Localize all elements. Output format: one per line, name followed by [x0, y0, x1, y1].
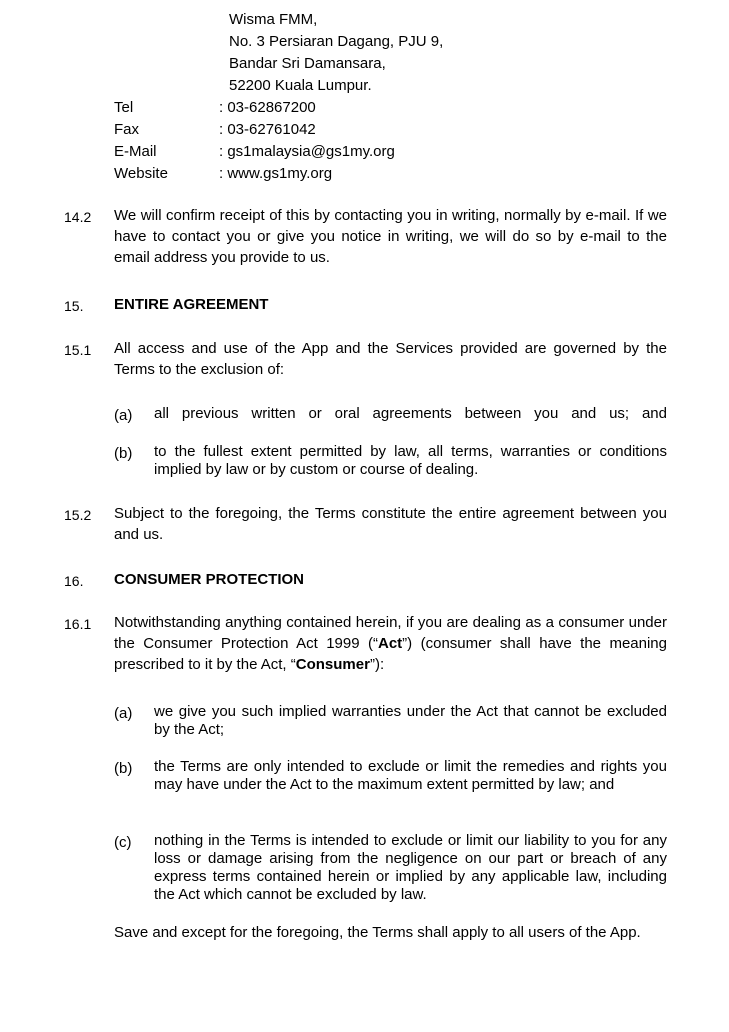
- clause-text-part: ”):: [369, 656, 385, 673]
- address-line: Wisma FMM,: [229, 11, 318, 28]
- clause-15-1-text: All access and use of the App and the Services provided are governed by the Terms to the exclusion of:: [114, 340, 667, 378]
- section-number: 15.: [64, 298, 84, 314]
- clause-number: 15.2: [64, 507, 92, 523]
- item-label: (b): [114, 760, 133, 777]
- closing-paragraph: Save and except for the foregoing, the Terms shall apply to all users of the App.: [114, 924, 641, 941]
- clause-15-2-text: Subject to the foregoing, the Terms constitute the entire agreement between you and us.: [114, 505, 667, 543]
- item-label: (c): [114, 834, 132, 851]
- section-heading: ENTIRE AGREEMENT: [114, 296, 269, 313]
- item-text: the Terms are only intended to exclude or limit the remedies and rights you may have under the Act to the maximum extent permitted by law; and: [154, 758, 667, 793]
- contact-value-website[interactable]: : www.gs1my.org: [219, 165, 333, 182]
- item-label: (a): [114, 705, 133, 722]
- contact-value-fax: : 03-62761042: [219, 121, 316, 138]
- address-line: No. 3 Persiaran Dagang, PJU 9,: [229, 33, 444, 50]
- clause-number: 16.1: [64, 616, 92, 632]
- contact-value-tel: : 03-62867200: [219, 99, 316, 116]
- clause-16-1-text: [114, 612, 667, 675]
- clause-number: 14.2: [64, 209, 92, 225]
- section-heading: CONSUMER PROTECTION: [114, 571, 305, 588]
- clause-text-part: ”) (consumer shall have the meaning prescribed to it by the Act, “: [114, 635, 667, 673]
- clause-14-2-text: We will confirm receipt of this by contacting you in writing, normally by e-mail. If we have to contact you or give you notice in writing, we will do so by e-mail to the email address you provide to us.: [114, 207, 667, 266]
- address-line: Bandar Sri Damansara,: [229, 55, 386, 72]
- contact-label-website: Website: [114, 165, 168, 182]
- item-text: nothing in the Terms is intended to exclude or limit our liability to you for any loss or damage arising from the negligence on our part or breach of any express terms contained herein or implied by any applicable law, including the Act which cannot be excluded by law.: [154, 832, 667, 903]
- defined-term-act: Act: [378, 635, 403, 652]
- item-text: all previous written or oral agreements between you and us; and: [154, 405, 667, 422]
- clause-number: 15.1: [64, 342, 92, 358]
- defined-term-consumer: Consumer: [295, 656, 370, 673]
- item-label: (b): [114, 445, 133, 462]
- address-line: 52200 Kuala Lumpur.: [229, 77, 372, 94]
- item-text: we give you such implied warranties under the Act that cannot be excluded by the Act;: [154, 703, 667, 738]
- section-number: 16.: [64, 573, 84, 589]
- item-text: to the fullest extent permitted by law, all terms, warranties or conditions implied by law or by custom or course of dealing.: [154, 443, 667, 478]
- contact-label-fax: Fax: [114, 121, 140, 138]
- item-label: (a): [114, 407, 133, 424]
- contact-label-email: E-Mail: [114, 143, 157, 160]
- contact-label-tel: Tel: [114, 99, 134, 116]
- contact-value-email[interactable]: : gs1malaysia@gs1my.org: [219, 143, 395, 160]
- clause-text-part: Notwithstanding anything contained herein, if you are dealing as a consumer under the Consumer Protection Act 1999 (“: [114, 614, 667, 652]
